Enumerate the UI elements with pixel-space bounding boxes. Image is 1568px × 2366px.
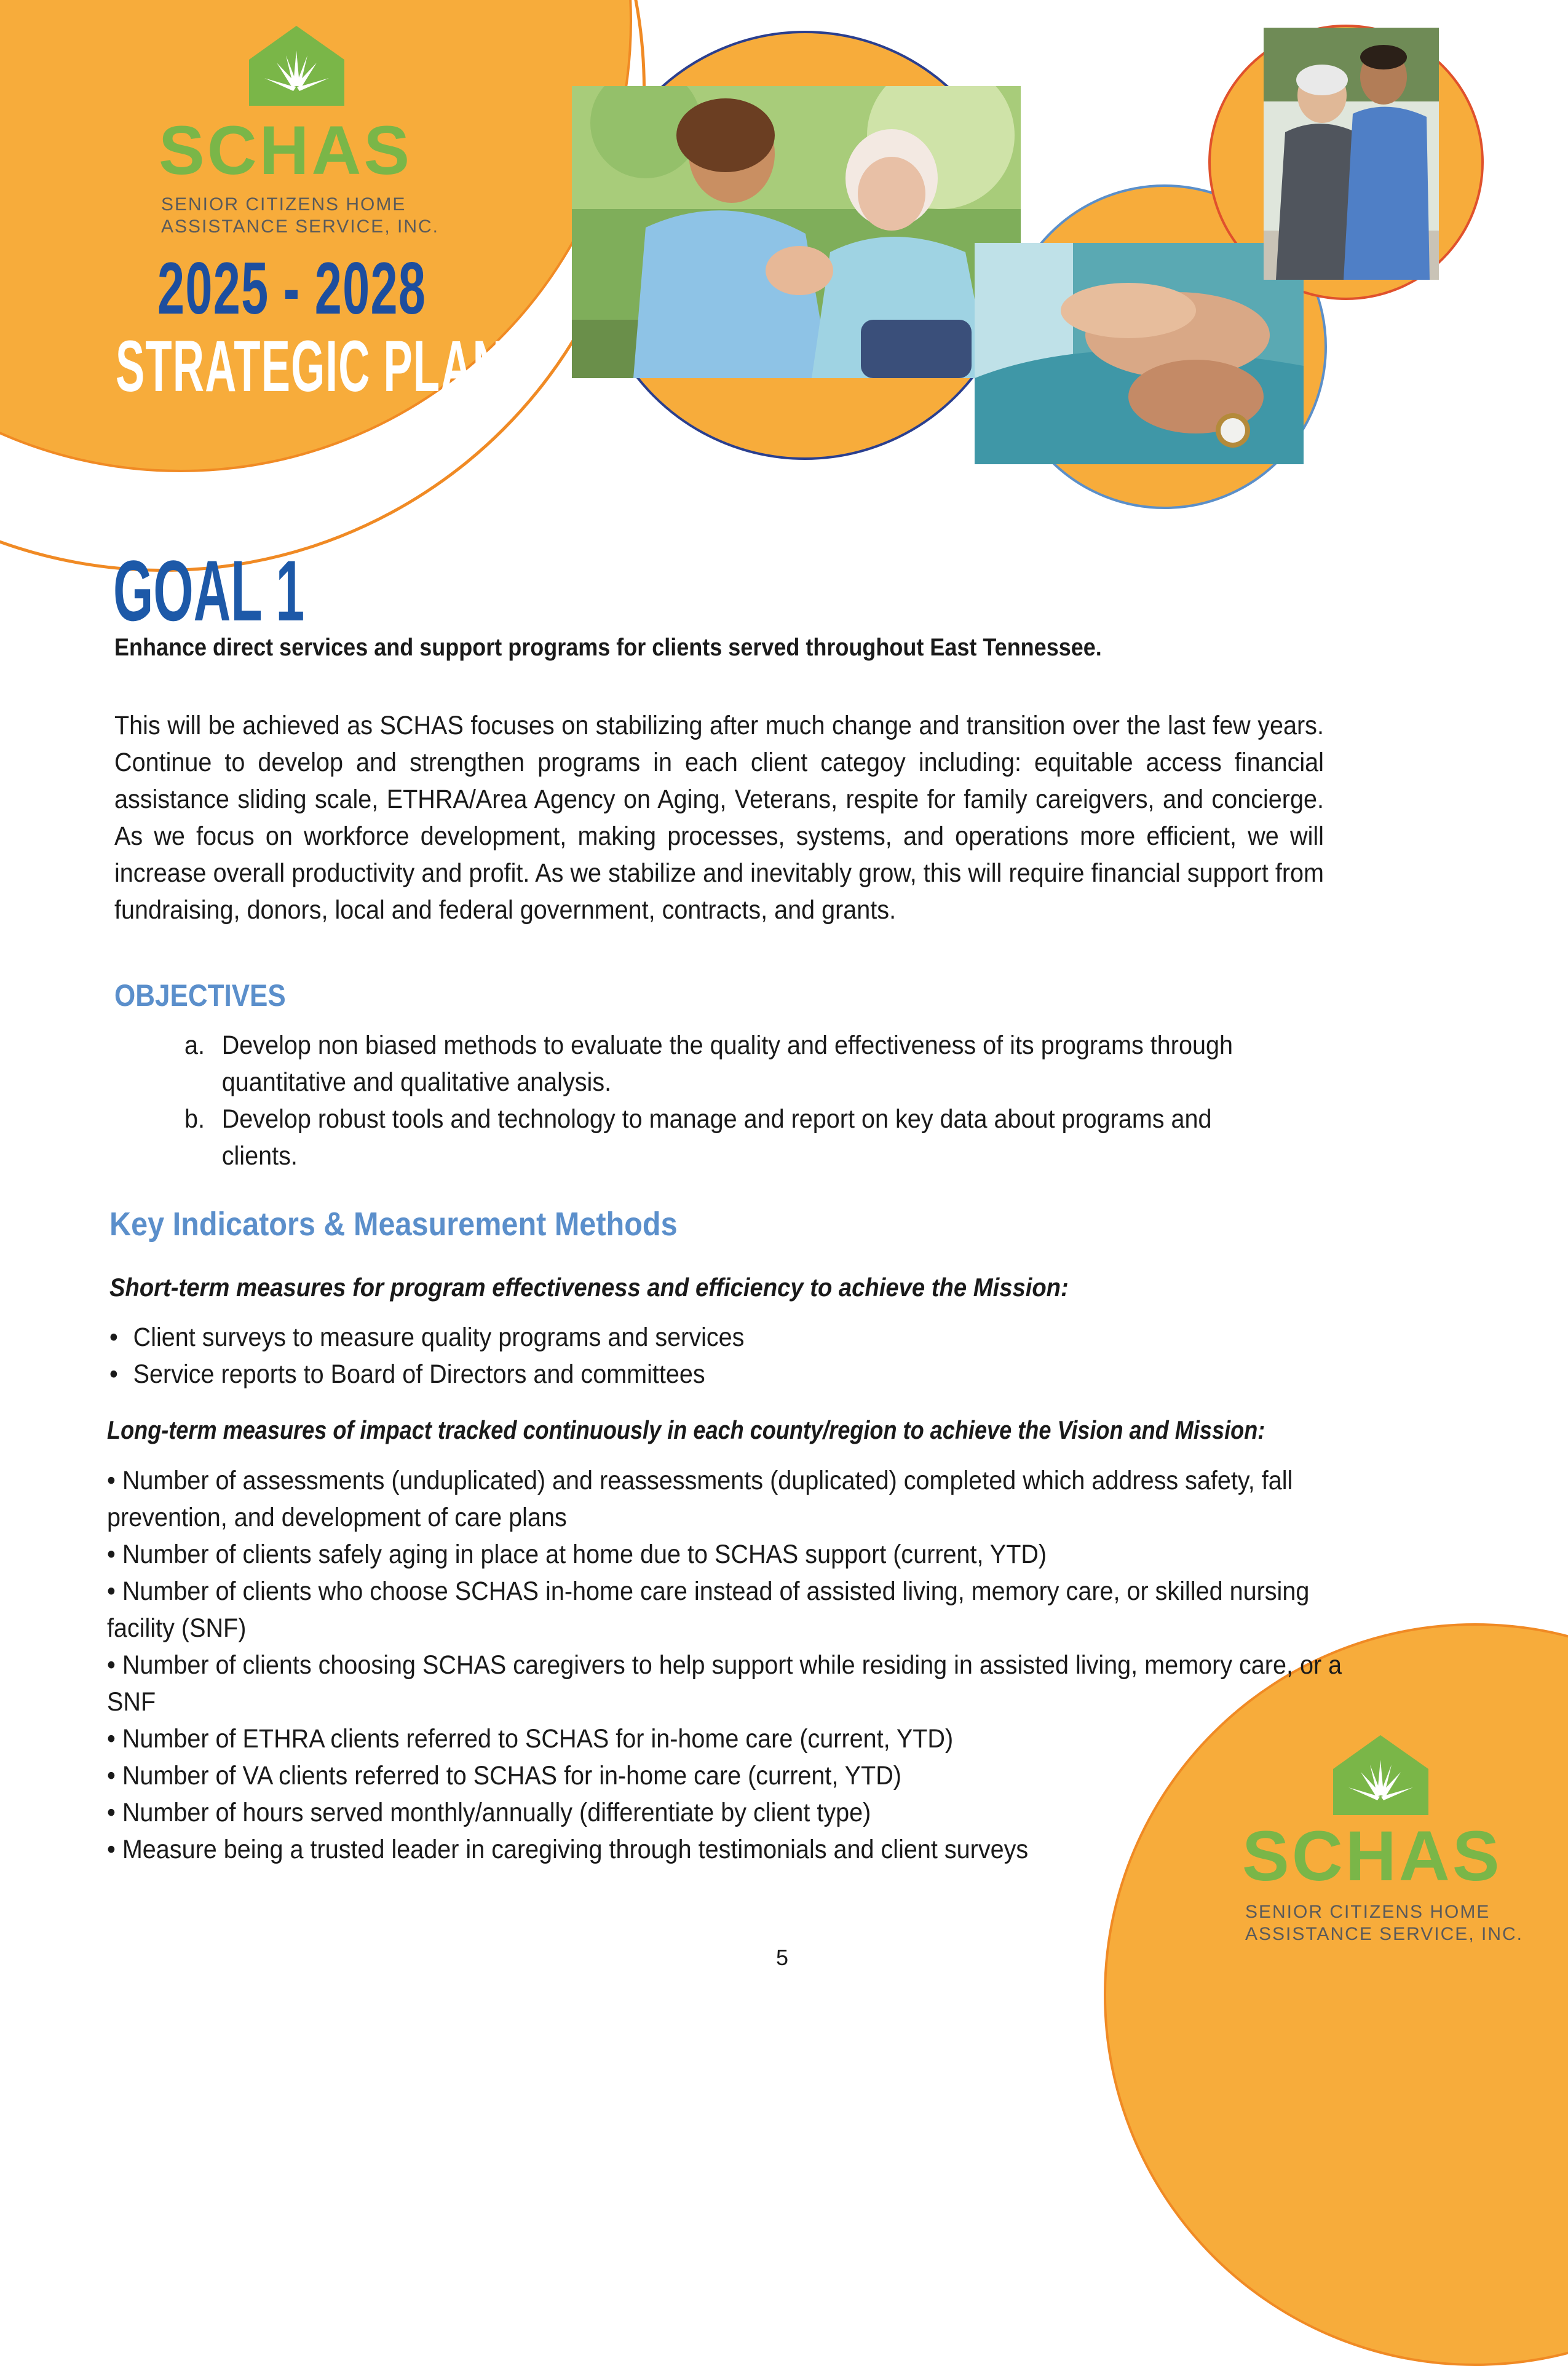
objectives-list (184, 1027, 1259, 1174)
plan-years: 2025 - 2028 (157, 247, 427, 330)
objective-text: Develop robust tools and technology to manage and report on key data about programs and clients. (221, 1104, 1212, 1171)
long-term-item: • Number of clients choosing SCHAS caregivers to help support while residing in assisted living, memory care, or a SNF (107, 1650, 1342, 1717)
long-term-item: • Measure being a trusted leader in caregiving through testimonials and client surveys (107, 1835, 1029, 1864)
long-term-item: • Number of VA clients referred to SCHAS for in-home care (current, YTD) (107, 1761, 901, 1790)
objective-item (184, 1027, 1259, 1101)
page-number: 5 (776, 1945, 789, 1970)
short-term-item (109, 1356, 744, 1393)
header-logo-wordmark: SCHAS (159, 112, 413, 189)
plan-title: STRATEGIC PLAN (116, 326, 505, 407)
logo-subtitle-line2: ASSISTANCE SERVICE, INC. (161, 216, 439, 237)
goal-subtitle: Enhance direct services and support programs for clients served throughout East Tennessee. (114, 634, 1102, 661)
long-term-list (107, 1462, 1363, 1868)
objectives-heading: OBJECTIVES (114, 978, 286, 1013)
footer-logo-subtitle (1245, 1901, 1523, 1945)
long-term-item: • Number of hours served monthly/annually (differentiate by client type) (107, 1798, 871, 1827)
key-indicators-heading: Key Indicators & Measurement Methods (109, 1206, 678, 1243)
objective-letter: a. (184, 1031, 205, 1060)
short-term-list (109, 1319, 744, 1393)
bullet-icon: • (109, 1359, 118, 1389)
long-term-item: • Number of clients who choose SCHAS in-home care instead of assisted living, memory care, or skilled nursing facility (SNF) (107, 1577, 1310, 1643)
header-logo-subtitle (161, 194, 439, 238)
footer-schas-house-logo-icon (1333, 1735, 1428, 1815)
hands-on-shoulder-photo (975, 243, 1304, 464)
footer-logo-subtitle-line2: ASSISTANCE SERVICE, INC. (1245, 1924, 1523, 1944)
short-term-item-text: Client surveys to measure quality programs and services (133, 1323, 745, 1352)
footer-logo-subtitle-line1: SENIOR CITIZENS HOME (1245, 1902, 1491, 1922)
caregiver-senior-photo (572, 86, 1021, 378)
long-term-heading: Long-term measures of impact tracked continuously in each county/region to achieve the Vision and Mission: (107, 1415, 1265, 1444)
goal-title: GOAL 1 (113, 542, 305, 639)
bullet-icon: • (109, 1323, 118, 1352)
schas-house-logo-icon (249, 26, 344, 106)
goal-paragraph: This will be achieved as SCHAS focuses on stabilizing after much change and transition over the last few years. Continue to develop and strengthen programs in each client categoy including: equitable access financial assistance sliding scale, ETHRA/Area Agency on Aging, Veterans, respite for family careigvers, and concierge. As we focus on workforce development, making processes, systems, and operations more efficient, we will increase overall productivity and profit. As we stabilize and inevitably grow, this will require financial support from fundraising, donors, local and federal government, contracts, and grants. (114, 711, 1324, 925)
short-term-heading: Short-term measures for program effectiveness and efficiency to achieve the Mission: (109, 1273, 1069, 1302)
long-term-item: • Number of assessments (unduplicated) and reassessments (duplicated) completed which address safety, fall prevention, and development of care plans (107, 1466, 1293, 1532)
objective-letter: b. (184, 1104, 205, 1134)
objective-item (184, 1101, 1259, 1174)
short-term-item-text: Service reports to Board of Directors and committees (133, 1359, 705, 1389)
footer-logo-wordmark: SCHAS (1242, 1817, 1502, 1896)
walking-assistance-photo (1264, 28, 1439, 280)
objective-text: Develop non biased methods to evaluate the quality and effectiveness of its programs through quantitative and qualitative analysis. (221, 1031, 1233, 1097)
long-term-item: • Number of ETHRA clients referred to SCHAS for in-home care (current, YTD) (107, 1724, 954, 1754)
logo-subtitle-line1: SENIOR CITIZENS HOME (161, 194, 406, 215)
short-term-item (109, 1319, 744, 1356)
long-term-item: • Number of clients safely aging in place at home due to SCHAS support (current, YTD) (107, 1540, 1047, 1569)
